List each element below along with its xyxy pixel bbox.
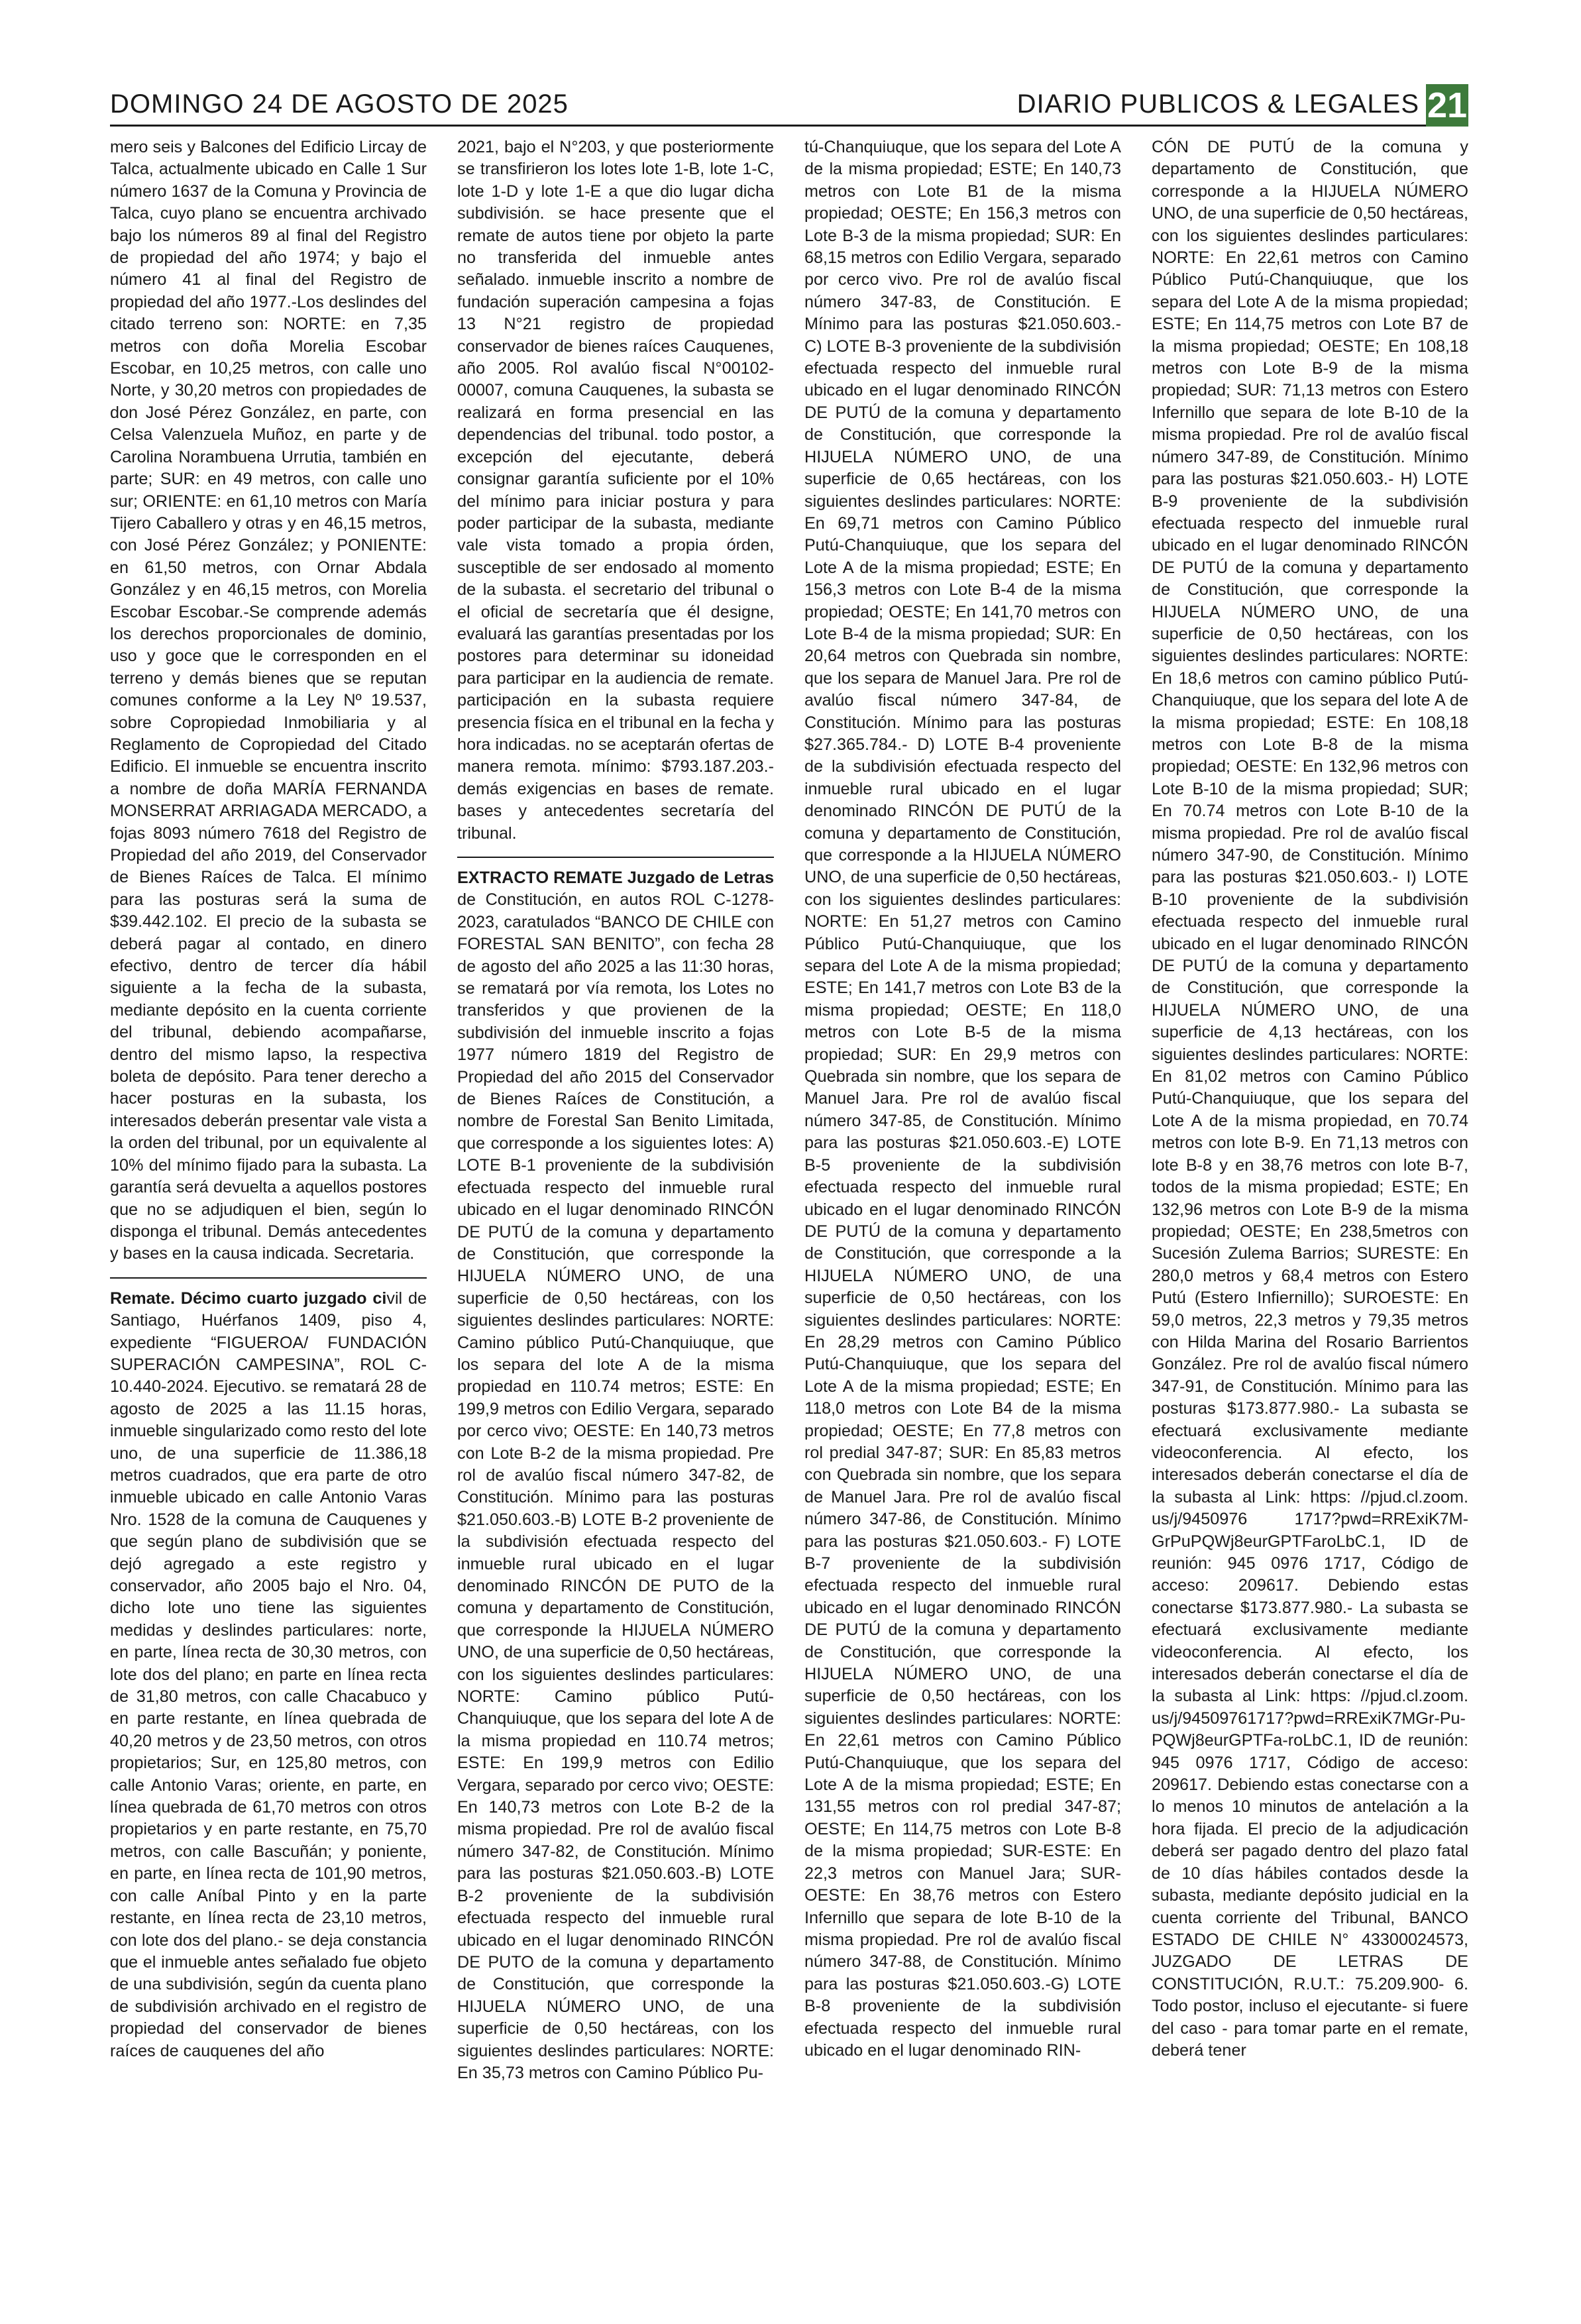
notice-lead: EXTRACTO REMATE Juzgado de Letras xyxy=(457,869,774,887)
column-3 xyxy=(804,136,1121,2256)
page-number-badge: 21 xyxy=(1427,85,1468,125)
column-1-paragraph-1 xyxy=(110,136,427,1265)
column-2-paragraph-2 xyxy=(457,867,774,2084)
column-4 xyxy=(1152,136,1468,2256)
paragraph-text: mero seis y Balcones del Edificio Lircay de Talca, actualmente ubicado en Calle 1 Sur número 1637 de la Comuna y Provincia de Talca, cuyo plano se encuentra archivado bajo los números 89 al final del Registro de propiedad del año 1974; y bajo el número 41 al final del Registro de propiedad del año 1977.-Los deslindes del citado terreno son: NORTE: en 7,35 metros con doña Morelia Escobar Escobar, en 10,25 metros, con calle uno Norte, y 30,20 metros con propiedades de don José Pérez González, en parte, con Celsa Valenzuela Muñoz, en parte y de Carolina Norambuena Urrutia, también en parte; SUR: en 49 metros, con calle uno sur; ORIENTE: en 61,10 metros con María Tijero Caballero y otras y en 46,15 metros, con José Pérez González; y PONIENTE: en 61,50 metros, con Ornar Abdala González y en 46,15 metros, con Morelia Escobar Escobar.-Se comprende además los derechos proporcionales de dominio, uso y goce que le corresponden en el terreno y demás bienes que se reputan comunes conforme a la Ley Nº 19.537, sobre Copropiedad Inmobiliaria y al Reglamento de Copropiedad del Citado Edificio. El inmueble se encuentra inscrito a nombre de doña MARÍA FERNANDA MONSERRAT ARRIAGADA MERCADO, a fojas 8093 número 7618 del Registro de Propiedad del año 2019, del Conservador de Bienes Raíces de Talca. El mínimo para las posturas será la suma de $39.442.102. El precio de la subasta se deberá pagar al contado, en dinero efectivo, dentro de tercer día hábil siguiente a la fecha de la subasta, mediante depósito en la cuenta corriente del tribunal, debiendo acompañarse, dentro del mismo lapso, la respectiva boleta de depósito. Para tener derecho a hacer posturas en la subasta, los interesados deberán presentar vale vista a la orden del tribunal, por un equivalente al 10% del mínimo fijado para la subasta. La garantía será devuelta a aquellos postores que no se adjudiquen el bien, según lo disponga el tribunal. Demás antecedentes y bases en la causa indicada. Secretaria. xyxy=(110,138,427,1263)
header-date: DOMINGO 24 DE AGOSTO DE 2025 xyxy=(110,89,569,119)
column-2-paragraph-1 xyxy=(457,136,774,845)
column-1 xyxy=(110,136,427,2256)
newspaper-page xyxy=(110,85,1468,2271)
notice-lead: Remate. Décimo cuarto juzgado ci xyxy=(110,1289,387,1308)
paragraph-text: de Constitución, en autos ROL C-1278-2023, caratulados “BANCO DE CHILE con FORESTAL SAN BENITO”, con fecha 28 de agosto del año 2025 a las 11:30 horas, se rematará por vía remota, los Lotes no transferidos y que provienen de la subdivisión del inmueble inscrito a fojas 1977 número 1819 del Registro de Propiedad del año 2015 del Conservador de Bienes Raíces de Constitución, a nombre de Forestal San Benito Limitada, que corresponde a los siguientes lotes: A) LOTE B-1 proveniente de la subdivisión efectuada respecto del inmueble rural ubicado en el lugar denominado RINCÓN DE PUTÚ de la comuna y departamento de Constitución, que corresponde la HIJUELA NÚMERO UNO, de una superficie de 0,50 hectáreas, con los siguientes deslindes particulares: NORTE: Camino público Putú-Chanquiuque, que los separa del lote A de la misma propiedad en 110.74 metros; ESTE: En 199,9 metros con Edilio Vergara, separado por cerco vivo; OESTE: En 140,73 metros con Lote B-2 de la misma propiedad. Pre rol de avalúo fiscal número 347-82, de Constitución. Mínimo para las posturas $21.050.603.-B) LOTE B-2 proveniente de la subdivisión efectuada respecto del inmueble rural ubicado en el lugar denominado RINCÓN DE PUTO de la comuna y departamento de Constitución, que corresponde la HIJUELA NÚMERO UNO, de una superficie de 0,50 hectáreas, con los siguientes deslindes particulares: NORTE: Camino público Putú-Chanquiuque, que los separa del lote A de la misma propiedad en 110.74 metros; ESTE: En 199,9 metros con Edilio Vergara, separado por cerco vivo; OESTE: En 140,73 metros con Lote B-2 de la misma propiedad. Pre rol de avalúo fiscal número 347-82, de Constitución. Mínimo para las posturas $21.050.603.-B) LOTE B-2 proveniente de la subdivisión efectuada respecto del inmueble rural ubicado en el lugar denominado RINCÓN DE PUTO de la comuna y departamento de Constitución, que corresponde la HIJUELA NÚMERO UNO, de una superficie de 0,50 hectáreas, con los siguientes deslindes particulares: NORTE: En 35,73 metros con Camino Público Pu- xyxy=(457,890,774,2082)
column-2 xyxy=(457,136,774,2256)
text-columns xyxy=(110,136,1468,2256)
notice-divider xyxy=(457,857,774,858)
page-header xyxy=(110,85,1468,127)
notice-divider xyxy=(110,1277,427,1279)
publication-name: DIARIO PUBLICOS & LEGALES xyxy=(1016,89,1419,119)
column-3-paragraph-1 xyxy=(804,136,1121,2062)
paragraph-text: tú-Chanquiuque, que los separa del Lote A de la misma propiedad; ESTE; En 140,73 metros con Lote B1 de la misma propiedad; OESTE; En 156,3 metros con Lote B-3 de la misma propiedad; SUR: En 68,15 metros con Edilio Vergara, separado por cerco vivo. Pre rol de avalúo fiscal número 347-83, de Constitución. E Mínimo para las posturas $21.050.603.- C) LOTE B-3 proveniente de la subdivisión efectuada respecto del inmueble rural ubicado en el lugar denominado RINCÓN DE PUTÚ de la comuna y departamento de Constitución, que corresponde la HIJUELA NÚMERO UNO, de una superficie de 0,65 hectáreas, con los siguientes deslindes particulares: NORTE: En 69,71 metros con Camino Público Putú-Chanquiuque, que los separa del Lote A de la misma propiedad; ESTE; En 156,3 metros con Lote B-4 de la misma propiedad; OESTE; En 141,70 metros con Lote B-4 de la misma propiedad; SUR: En 20,64 metros con Quebrada sin nombre, que los separa de Manuel Jara. Pre rol de avalúo fiscal número 347-84, de Constitución. Mínimo para las posturas $27.365.784.- D) LOTE B-4 proveniente de la subdivisión efectuada respecto del inmueble rural ubicado en el lugar denominado RINCÓN DE PUTÚ de la comuna y departamento de Constitución, que corresponde a la HIJUELA NÚMERO UNO, de una superficie de 0,50 hectáreas, con los siguientes deslindes particulares: NORTE: En 51,27 metros con Camino Público Putú-Chanquiuque, que los separa del Lote A de la misma propiedad; ESTE; En 141,7 metros con Lote B3 de la misma propiedad; OESTE; En 118,0 metros con Lote B-5 de la misma propiedad; SUR: En 29,9 metros con Quebrada sin nombre, que los separa de Manuel Jara. Pre rol de avalúo fiscal número 347-85, de Constitución. Mínimo para las posturas $21.050.603.-E) LOTE B-5 proveniente de la subdivisión efectuada respecto del inmueble rural ubicado en el lugar denominado RINCÓN DE PUTÚ de la comuna y departamento de Constitución, que corresponde a la HIJUELA NÚMERO UNO, de una superficie de 0,50 hectáreas, con los siguientes deslindes particulares: NORTE: En 28,29 metros con Camino Público Putú-Chanquiuque, que los separa del Lote A de la misma propiedad; ESTE; En 118,0 metros con Lote B4 de la misma propiedad; OESTE; En 77,8 metros con rol predial 347-87; SUR: En 85,83 metros con Quebrada sin nombre, que los separa de Manuel Jara. Pre rol de avalúo fiscal número 347-86, de Constitución. Mínimo para las posturas $21.050.603.- F) LOTE B-7 proveniente de la subdivisión efectuada respecto del inmueble rural ubicado en el lugar denominado RINCÓN DE PUTÚ de la comuna y departamento de Constitución, que corresponde la HIJUELA NÚMERO UNO, de una superficie de 0,50 hectáreas, con los siguientes deslindes particulares: NORTE: En 22,61 metros con Camino Público Putú-Chanquiuque, que los separa del Lote A de la misma propiedad; ESTE; En 131,55 metros con rol predial 347-87; OESTE; En 114,75 metros con Lote B-8 de la misma propiedad; SUR-ESTE: En 22,3 metros con Manuel Jara; SUR-OESTE: En 38,76 metros con Estero Infernillo que separa de lote B-10 de la misma propiedad. Pre rol de avalúo fiscal número 347-88, de Constitución. Mínimo para las posturas $21.050.603.-G) LOTE B-8 proveniente de la subdivisión efectuada respecto del inmueble rural ubicado en el lugar denominado RIN- xyxy=(804,138,1121,2060)
column-4-paragraph-1 xyxy=(1152,136,1468,2062)
paragraph-text: vil de Santiago, Huérfanos 1409, piso 4, expediente “FIGUEROA/ FUNDACIÓN SUPERACIÓN CAMPESINA”, ROL C-10.440-2024. Ejecutivo. se rematará 28 de agosto de 2025 a las 11.15 horas, inmueble singularizado como resto del lote uno, de una superficie de 11.386,18 metros cuadrados, que era parte de otro inmueble ubicado en calle Antonio Varas Nro. 1528 de la comuna de Cauquenes y que según plano de subdivisión que se dejó agregado a este registro y conservador, año 2005 bajo el Nro. 04, dicho lote uno tiene las siguientes medidas y deslindes particulares: norte, en parte, línea recta de 30,30 metros, con lote dos del plano; en parte en línea recta de 31,80 metros, con calle Chacabuco y en parte restante, en línea quebrada de 40,20 metros y de 23,50 metros, con otros propietarios; Sur, en 125,80 metros, con calle Antonio Varas; oriente, en parte, en línea quebrada de 61,70 metros con otros propietarios y en parte restante, en 75,70 metros, con calle Bascuñán; y poniente, en parte, en línea recta de 101,90 metros, con calle Aníbal Pinto y en la parte restante, en línea recta de 23,10 metros, con lote dos del plano.- se deja constancia que el inmueble antes señalado fue objeto de una subdivisión, según da cuenta plano de subdivisión archivado en el registro de propiedad del conservador de bienes raíces de cauquenes del año xyxy=(110,1289,427,2060)
header-masthead xyxy=(1017,84,1468,127)
paragraph-text: 2021, bajo el N°203, y que posteriormente se transfirieron los lotes lote 1-B, lote 1-C, lote 1-D y lote 1-E a que dio lugar dicha subdivisión. se hace presente que el remate de autos tiene por objeto la parte no transferida del inmueble antes señalado. inmueble inscrito a nombre de fundación superación campesina a fojas 13 N°21 registro de propiedad conservador de bienes raíces Cauquenes, año 2005. Rol avalúo fiscal N°00102-00007, comuna Cauquenes, la subasta se realizará en forma presencial en las dependencias del tribunal. todo postor, a excepción del ejecutante, deberá consignar garantía suficiente por el 10% del mínimo para iniciar postura y para poder participar de la subasta, mediante vale vista tomado a propia órden, susceptible de ser endosado al momento de la subasta. el secretario del tribunal o el oficial de secretaría que él designe, evaluará las garantías presentadas por los postores para determinar su idoneidad para participar en la audiencia de remate. participación en la subasta requiere presencia física en el tribunal en la fecha y hora indicadas. no se aceptarán ofertas de manera remota. mínimo: $793.187.203.- demás exigencias en bases de remate. bases y antecedentes secretaría del tribunal. xyxy=(457,138,774,843)
paragraph-text: CÓN DE PUTÚ de la comuna y departamento de Constitución, que corresponde a la HIJUELA NÚMERO UNO, de una superficie de 0,50 hectáreas, con los siguientes deslindes particulares: NORTE: En 22,61 metros con Camino Público Putú-Chanquiuque, que los separa del Lote A de la misma propiedad; ESTE; En 114,75 metros con Lote B7 de la misma propiedad; OESTE; En 108,18 metros con Lote B-9 de la misma propiedad; SUR: 71,13 metros con Estero Infernillo que separa de lote B-10 de la misma propiedad. Pre rol de avalúo fiscal número 347-89, de Constitución. Mínimo para las posturas $21.050.603.- H) LOTE B-9 proveniente de la subdivisión efectuada respecto del inmueble rural ubicado en el lugar denominado RINCÓN DE PUTÚ de la comuna y departamento de Constitución, que corresponde la HIJUELA NÚMERO UNO, de una superficie de 0,50 hectáreas, con los siguientes deslindes particulares: NORTE: En 18,6 metros con camino público Putú-Chanquiuque, que los separa del lote A de la misma propiedad; ESTE: En 108,18 metros con Lote B-8 de la misma propiedad; OESTE: En 132,96 metros con Lote B-10 de la misma propiedad; SUR; En 70.74 metros con Lote B-10 de la misma propiedad. Pre rol de avalúo fiscal número 347-90, de Constitución. Mínimo para las posturas $21.050.603.- I) LOTE B-10 proveniente de la subdivisión efectuada respecto del inmueble rural ubicado en el lugar denominado RINCÓN DE PUTÚ de la comuna y departamento de Constitución, que corresponde la HIJUELA NÚMERO UNO, de una superficie de 4,13 hectáreas, con los siguientes deslindes particulares: NORTE: En 81,02 metros con Camino Público Putú-Chanquiuque, que los separa del Lote A de la misma propiedad, en 70.74 metros con lote B-9. En 71,13 metros con lote B-8 y en 38,76 metros con lote B-7, todos de la misma propiedad; ESTE; En 132,96 metros con Lote B-9 de la misma propiedad; OESTE; En 238,5metros con Sucesión Zulema Barrios; SURESTE: En 280,0 metros y 68,4 metros con Estero Putú (Estero Infiernillo); SUROESTE: En 59,0 metros, 22,3 metros y 79,35 metros con Hilda Marina del Rosario Barrientos González. Pre rol de avalúo fiscal número 347-91, de Constitución. Mínimo para las posturas $173.877.980.- La subasta se efectuará exclusivamente mediante videoconferencia. Al efecto, los interesados deberán conectarse el día de la subasta al Link: https: //pjud.cl.zoom. us/j/9450976 1717?pwd=RRExiK7M-GrPuPQWj8eurGPTFaroLbC.1, ID de reunión: 945 0976 1717, Código de acceso: 209617. Debiendo estas conectarse $173.877.980.- La subasta se efectuará exclusivamente mediante videoconferencia. Al efecto, los interesados deberán conectarse el día de la subasta al Link: https: //pjud.cl.zoom. us/j/94509761717?pwd=RRExiK7MGr-Pu-PQWj8eurGPTFa-roLbC.1, ID de reunión: 945 0976 1717, Código de acceso: 209617. Debiendo estas conectarse con a lo menos 10 minutos de antelación a la hora fijada. El precio de la adjudicación deberá ser pagado dentro del plazo fatal de 10 días hábiles contados desde la subasta, mediante depósito judicial en la cuenta corriente del Tribunal, BANCO ESTADO DE CHILE N° 43300024573, JUZGADO DE LETRAS DE CONSTITUCIÓN, R.U.T.: 75.209.900- 6. Todo postor, incluso el ejecutante- si fuere del caso - para tomar parte en el remate, deberá tener xyxy=(1152,138,1468,2060)
column-1-paragraph-2 xyxy=(110,1288,427,2062)
